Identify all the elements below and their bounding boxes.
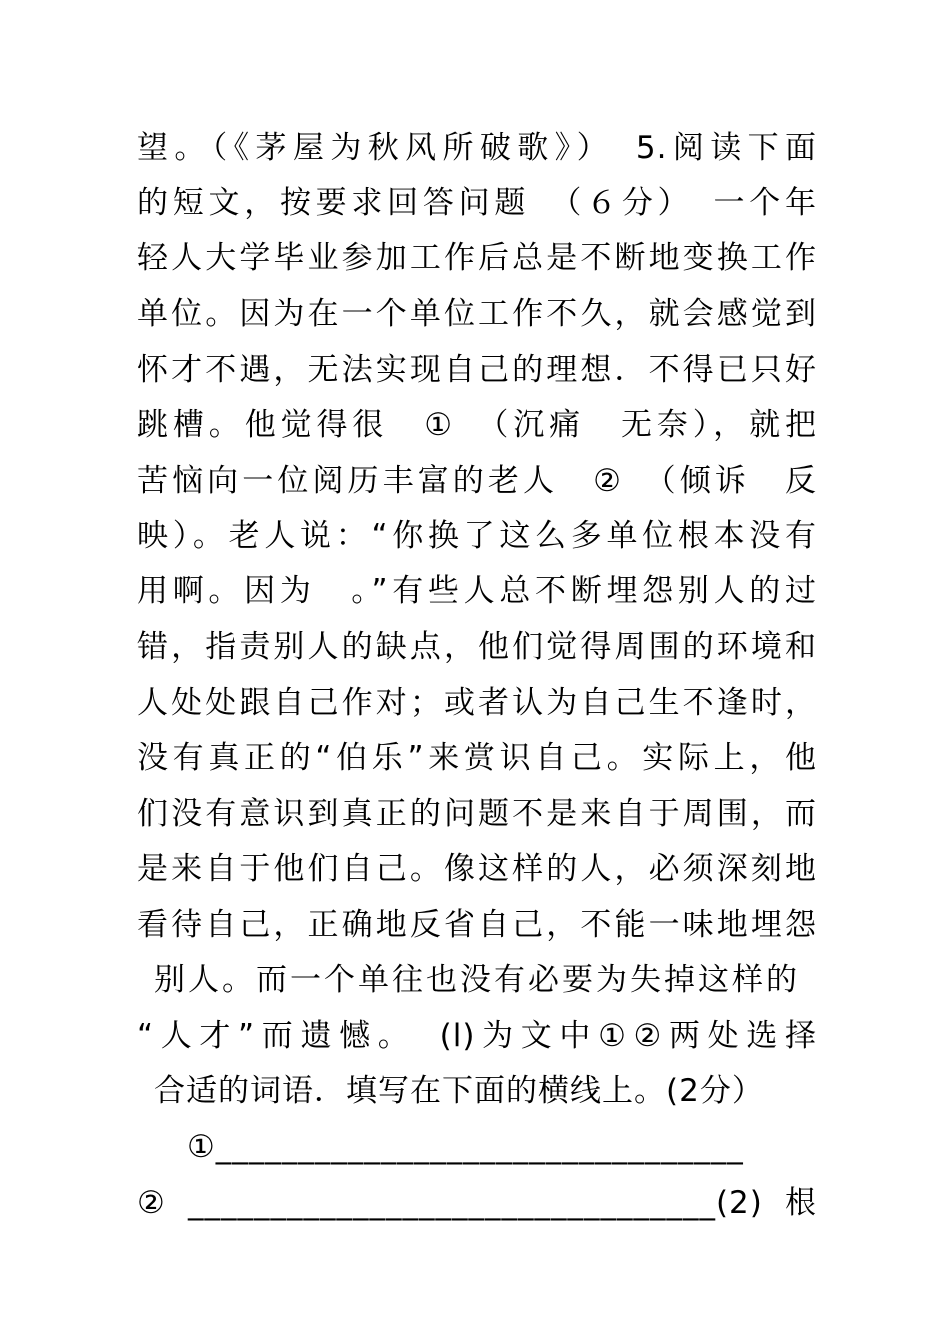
text-line-12: 没有真正的“伯乐”来赏识自己。实际上，他 [137, 740, 817, 776]
answer-line-2[interactable]: ②________________________________(2)根 [137, 1185, 817, 1221]
text-line-1: 望。（《茅屋为秋风所破歌》） 5.阅读下面 [137, 130, 817, 166]
text-line-16: 别人。而一个单往也没有必要为失掉这样的 [154, 962, 798, 998]
text-line-18: 合适的词语．填写在下面的横线上。(2分） [154, 1073, 764, 1109]
text-line-2: 的短文，按要求回答问题 （６分） 一个年 [137, 185, 817, 221]
text-line-4: 单位。因为在一个单位工作不久，就会感觉到 [137, 296, 817, 332]
text-line-5: 怀才不遇，无法实现自己的理想．不得已只好 [137, 352, 817, 388]
text-line-13: 们没有意识到真正的问题不是来自于周围，而 [137, 796, 817, 832]
text-line-11: 人处处跟自己作对；或者认为自己生不逢时， [137, 685, 817, 721]
text-line-8: 映）。老人说：“你换了这么多单位根本没有 [137, 518, 817, 554]
text-line-17: “人才”而遗憾。 (l)为文中①②两处选择 [137, 1018, 817, 1054]
text-line-15: 看待自己，正确地反省自己，不能一味地埋怨 [137, 907, 817, 943]
text-line-3: 轻人大学毕业参加工作后总是不断地变换工作 [137, 240, 817, 276]
text-line-7: 苦恼向一位阅历丰富的老人 ② （倾诉 反 [137, 463, 817, 499]
text-line-14: 是来自于他们自己。像这样的人，必须深刻地 [137, 851, 817, 887]
text-line-10: 错，指责别人的缺点，他们觉得周围的环境和 [137, 629, 817, 665]
text-line-9: 用啊。因为 。”有些人总不断埋怨别人的过 [137, 573, 817, 609]
text-line-6: 跳槽。他觉得很 ① （沉痛 无奈），就把 [137, 407, 817, 443]
answer-line-1[interactable]: ①________________________________ [187, 1129, 744, 1165]
